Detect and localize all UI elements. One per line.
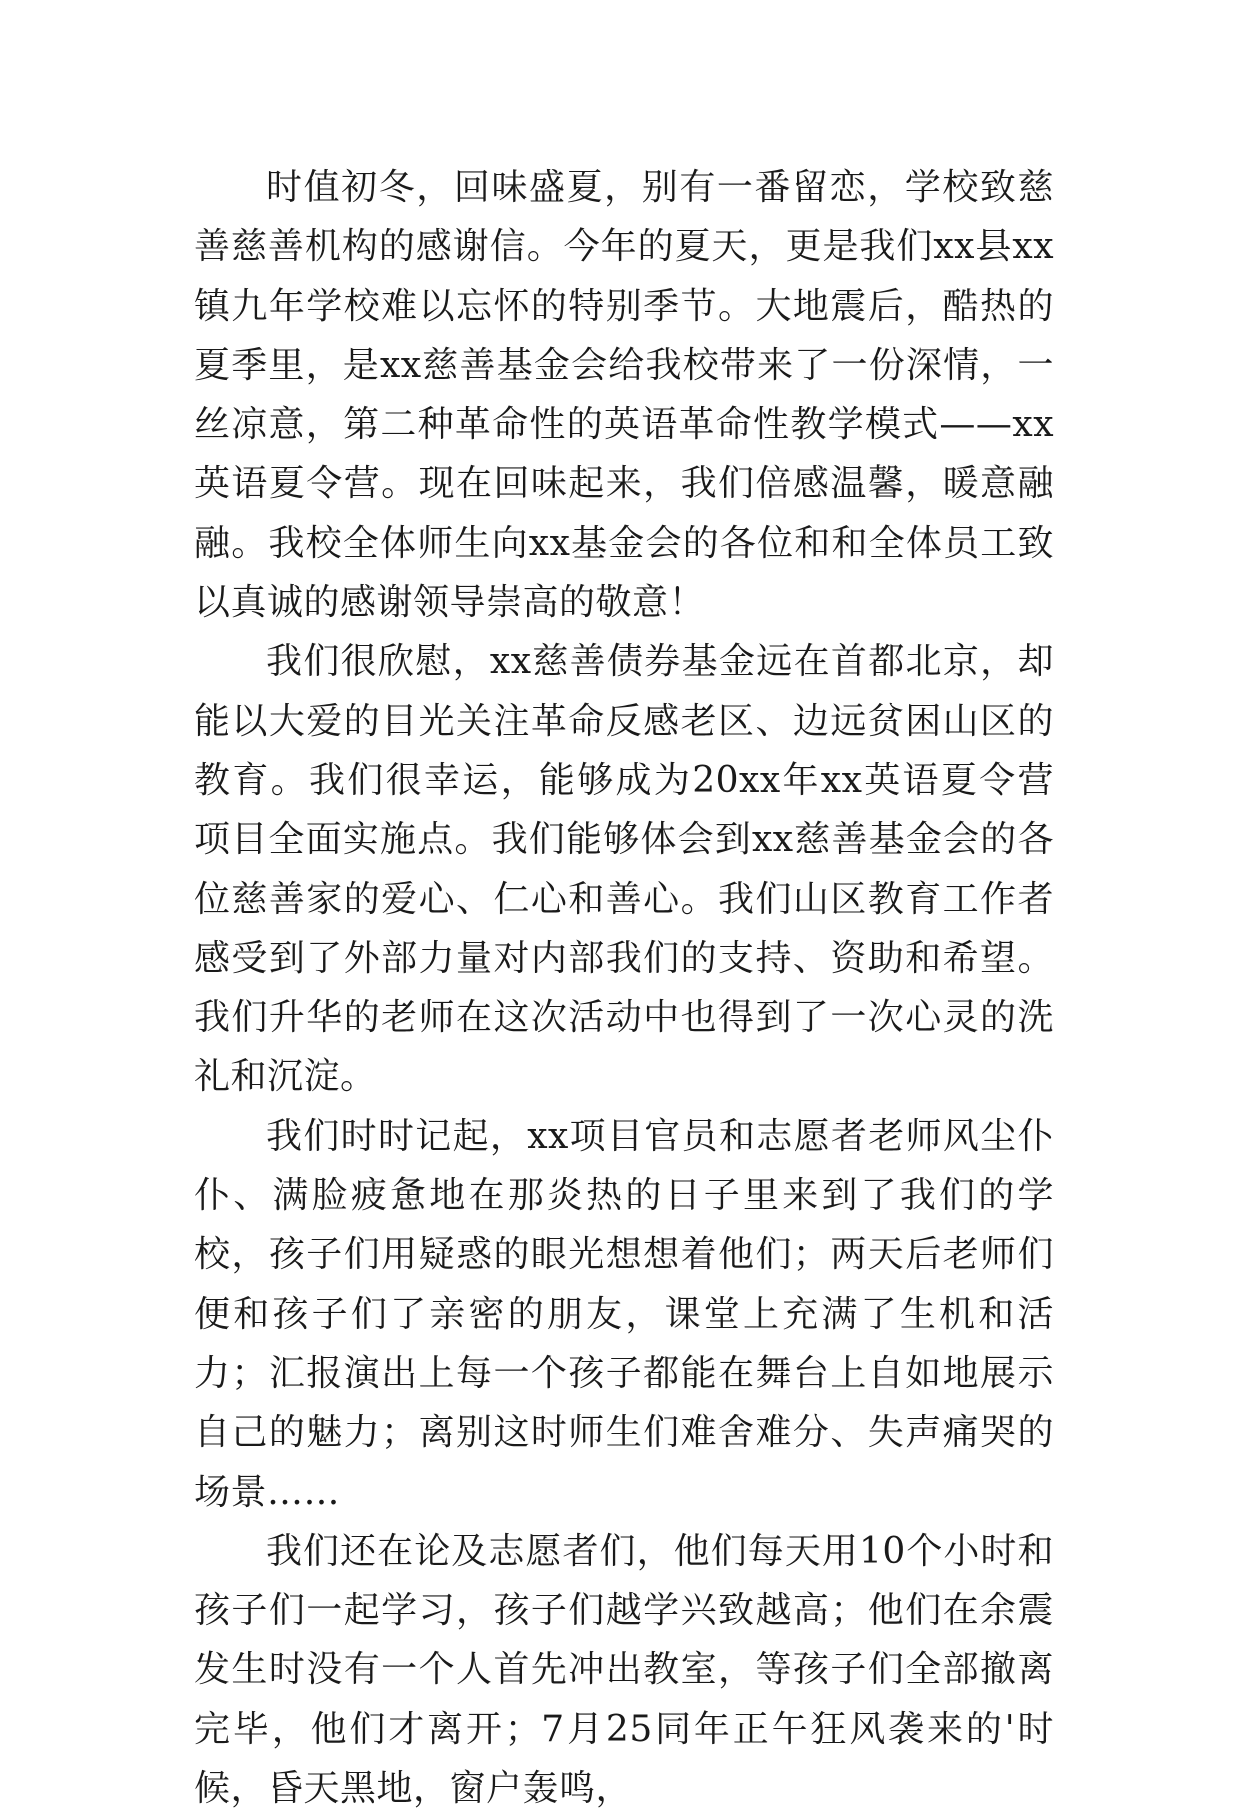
paragraph-3: 我们时时记起，xx项目官员和志愿者老师风尘仆仆、满脸疲惫地在那炎热的日子里来到了我们的学校，孩子们用疑惑的眼光想想着他们；两天后老师们便和孩子们了亲密的朋友，课堂上充满了生机和活力；汇报演出上每一个孩子都能在舞台上自如地展示自己的魅力；离别这时师生们难舍难分、失声痛哭的场景……	[194, 1115, 1054, 1513]
letter-body	[194, 158, 1054, 1818]
paragraph-1: 时值初冬，回味盛夏，别有一番留恋，学校致慈善慈善机构的感谢信。今年的夏天，更是我们xx县xx镇九年学校难以忘怀的特别季节。大地震后，酷热的夏季里，是xx慈善基金会给我校带来了一份深情，一丝凉意，第二种革命性的英语革命性教学模式——xx英语夏令营。现在回味起来，我们倍感温馨，暖意融融。我校全体师生向xx基金会的各位和和全体员工致以真诚的感谢领导崇高的敬意！	[194, 167, 1054, 624]
paragraph-2: 我们很欣慰，xx慈善债券基金远在首都北京，却能以大爱的目光关注革命反感老区、边远贫困山区的教育。我们很幸运，能够成为20xx年xx英语夏令营项目全面实施点。我们能够体会到xx慈善基金会的各位慈善家的爱心、仁心和善心。我们山区教育工作者感受到了外部力量对内部我们的支持、资助和希望。我们升华的老师在这次活动中也得到了一次心灵的洗礼和沉淀。	[194, 641, 1054, 1098]
paragraph-4: 我们还在论及志愿者们，他们每天用10个小时和孩子们一起学习，孩子们越学兴致越高；他们在余震发生时没有一个人首先冲出教室，等孩子们全部撤离完毕，他们才离开；7月25同年正午狂风袭来的'时候，昏天黑地，窗户轰鸣，	[194, 1530, 1054, 1810]
